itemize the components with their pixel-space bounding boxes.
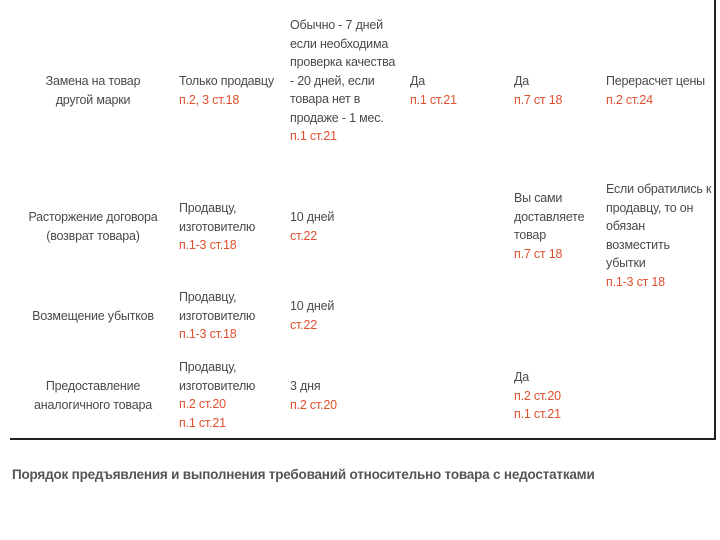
row4-term (290, 377, 398, 414)
row3-addressee-text: Продавцу, изготовителю (179, 290, 256, 323)
row1-col4-ref: п.1 ст.21 (410, 92, 457, 107)
row2-col6-text: Если обратились к продавцу, то он обязан возместить убытки (606, 182, 712, 270)
row4-addressee-ref2: п.1 ст.21 (179, 415, 226, 430)
row4-col5 (514, 368, 594, 424)
row1-col6-text: Перерасчет цены (606, 74, 705, 88)
row3-addressee-ref: п.1-3 ст.18 (179, 327, 237, 341)
row4-addressee (179, 358, 279, 432)
row4-addressee-text: Продавцу, изготовителю (179, 360, 256, 393)
row4-term-text: 3 дня (290, 379, 321, 393)
row4-col5-ref2: п.1 ст.21 (514, 407, 561, 421)
row2-col5-ref: п.7 ст 18 (514, 246, 563, 261)
row2-term (290, 208, 398, 245)
row4-col5-text: Да (514, 370, 530, 384)
row1-addressee-text: Только продавцу (179, 74, 274, 88)
row3-addressee (179, 288, 279, 344)
row1-term-ref: п.1 ст.21 (290, 129, 337, 143)
row2-addressee (179, 199, 279, 255)
row2-col6 (606, 180, 712, 291)
row1-col5-text: Да (514, 74, 530, 88)
row2-addressee-text: Продавцу, изготовителю (179, 201, 256, 234)
row3-term (290, 297, 398, 334)
row1-col4-text: Да (410, 74, 426, 88)
row2-col5 (514, 189, 594, 263)
row1-col5 (514, 72, 594, 109)
row3-term-ref: ст.22 (290, 317, 317, 332)
row4-subject-text: Предоставление аналогичного товара (34, 379, 152, 412)
row1-addressee (179, 72, 279, 109)
row4-term-ref: п.2 ст.20 (290, 397, 337, 412)
row2-col5-text: Вы сами доставляете товар (514, 191, 585, 242)
row2-subject (28, 208, 158, 245)
row1-subject (28, 72, 158, 109)
row3-subject (28, 307, 158, 326)
table-caption: Порядок предъявления и выполнения требований относительно товара с недостатками (12, 467, 595, 482)
row1-addressee-ref: п.2, 3 ст.18 (179, 92, 240, 107)
row2-term-ref: ст.22 (290, 228, 317, 243)
row3-term-text: 10 дней (290, 299, 335, 313)
row1-term-text: Обычно - 7 дней если необходима проверка качества - 20 дней, если товара нет в продаже - 1 мес. (290, 18, 396, 125)
row3-subject-text: Возмещение убытков (32, 309, 154, 323)
row2-col6-ref: п.1-3 ст 18 (606, 274, 665, 289)
row1-term (290, 16, 398, 146)
row1-col6 (606, 72, 710, 109)
row4-subject (28, 377, 158, 414)
row4-addressee-ref: п.2 ст.20 (179, 397, 226, 411)
row2-subject-text: Расторжение договора (возврат товара) (28, 210, 158, 243)
row4-col5-ref: п.2 ст.20 (514, 388, 561, 403)
row2-addressee-ref: п.1-3 ст.18 (179, 238, 237, 252)
row2-term-text: 10 дней (290, 210, 335, 224)
row1-col6-ref: п.2 ст.24 (606, 92, 653, 107)
row1-subject-text: Замена на товар другой марки (45, 74, 141, 107)
row1-col5-ref: п.7 ст 18 (514, 92, 563, 107)
row1-col4 (410, 72, 500, 109)
